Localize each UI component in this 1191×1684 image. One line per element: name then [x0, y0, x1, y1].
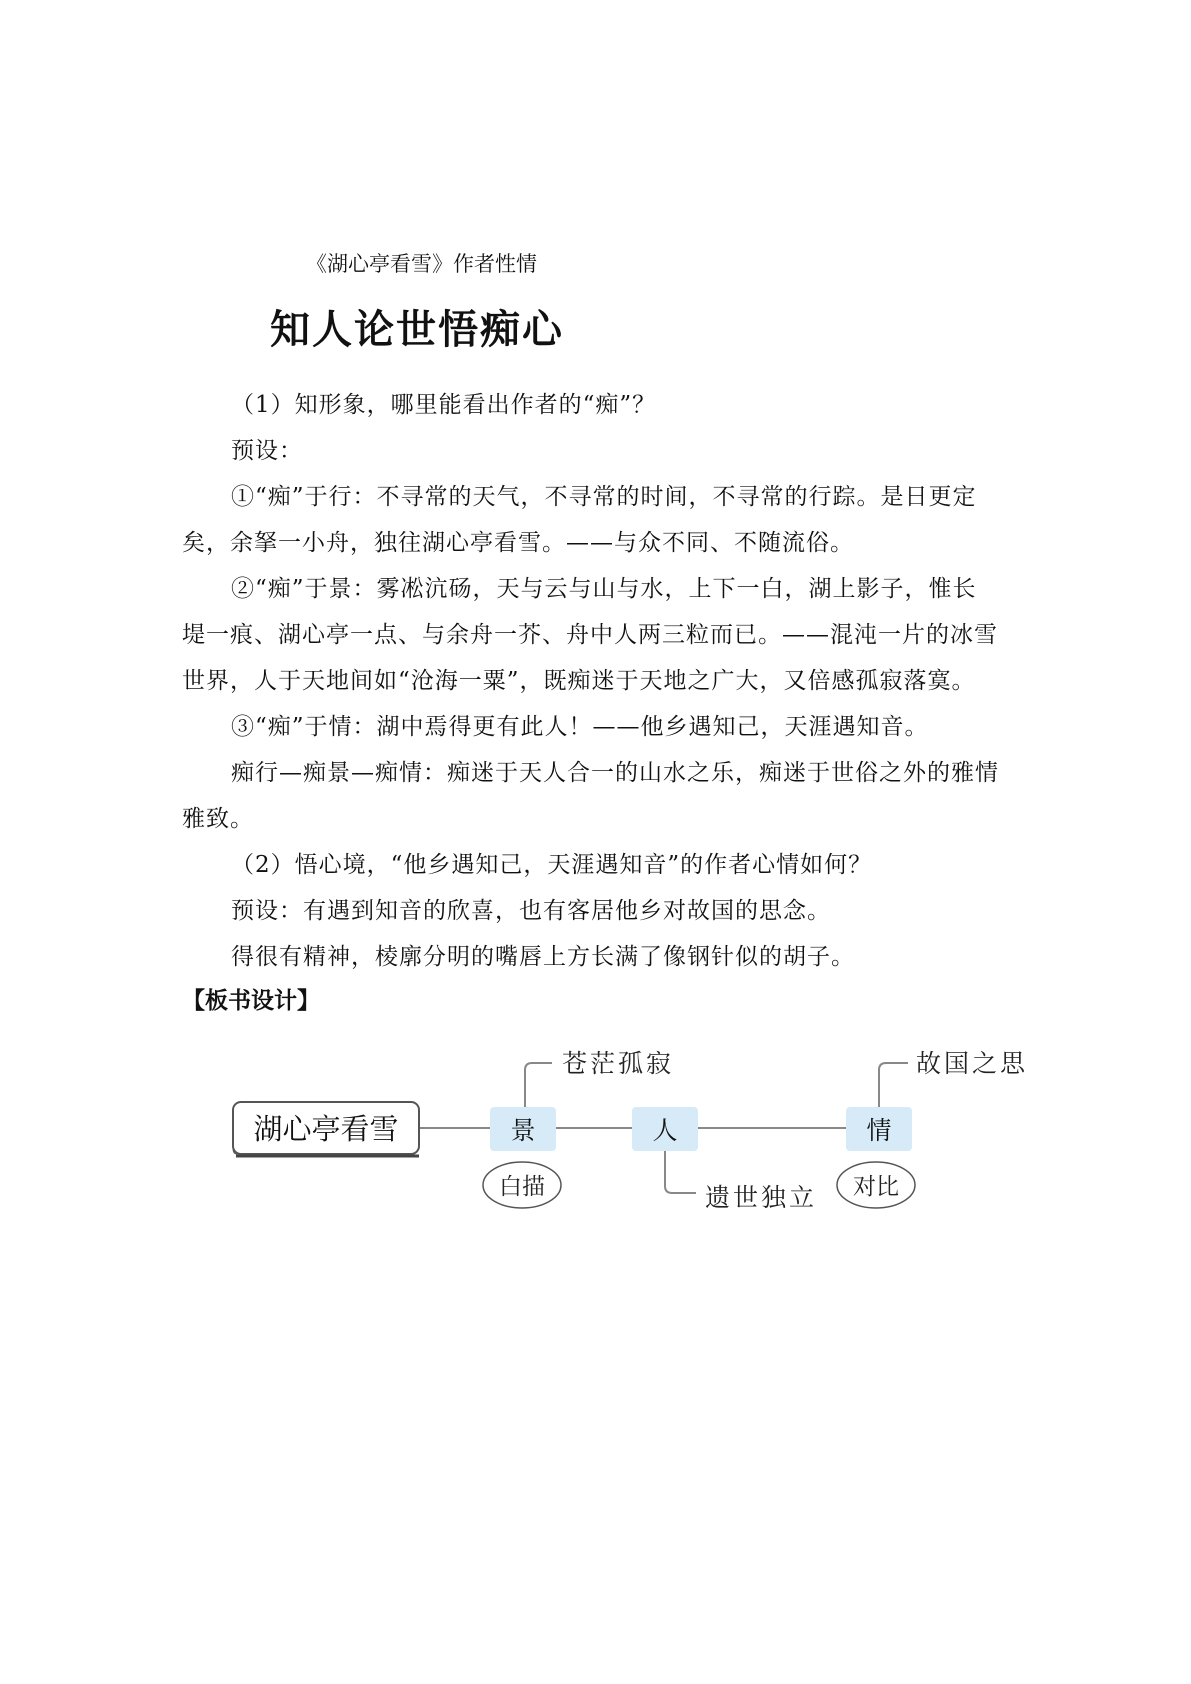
preset-2: 预设：有遇到知音的欣喜，也有客居他乡对故国的思念。 [231, 898, 831, 924]
emotion-label: 故国之思 [916, 1049, 1029, 1078]
emotion-node-label: 情 [866, 1116, 892, 1145]
summary-line-1: 痴行—痴景—痴情：痴迷于天人合一的山水之乐，痴迷于世俗之外的雅情 [231, 760, 999, 786]
extra-line: 得很有精神，棱廓分明的嘴唇上方长满了像钢针似的胡子。 [231, 944, 855, 970]
paragraph-1-line-2: 矣，余拏一小舟，独往湖心亭看雪。——与众不同、不随流俗。 [182, 530, 854, 556]
person-node-label: 人 [652, 1116, 678, 1145]
board-design-heading: 【板书设计】 [182, 987, 320, 1014]
subtitle: 《湖心亭看雪》作者性情 [306, 252, 537, 276]
scene-node-label: 景 [510, 1116, 536, 1145]
preset-label: 预设： [231, 438, 303, 464]
paragraph-3: ③“痴”于情：湖中焉得更有此人！——他乡遇知己，天涯遇知音。 [231, 714, 929, 740]
emotion-connector [879, 1063, 908, 1107]
paragraph-2-line-1: ②“痴”于景：雾凇沆砀，天与云与山与水，上下一白，湖上影子，惟长 [231, 576, 977, 602]
paragraph-1-line-1: ①“痴”于行：不寻常的天气，不寻常的时间，不寻常的行踪。是日更定 [231, 484, 977, 510]
scene-connector [525, 1063, 552, 1107]
question-2: （2）悟心境，“他乡遇知己，天涯遇知音”的作者心情如何？ [231, 852, 873, 878]
scene-label: 苍茫孤寂 [562, 1049, 675, 1078]
page-title: 知人论世悟痴心 [270, 307, 564, 353]
person-connector [665, 1151, 696, 1193]
main-node-label: 湖心亭看雪 [253, 1112, 399, 1146]
oval-left-label: 白描 [499, 1174, 545, 1200]
person-label: 遗世独立 [705, 1183, 818, 1212]
question-1: （1）知形象，哪里能看出作者的“痴”？ [231, 392, 657, 418]
oval-right-label: 对比 [853, 1174, 899, 1200]
summary-line-2: 雅致。 [182, 806, 254, 832]
paragraph-2-line-2: 堤一痕、湖心亭一点、与余舟一芥、舟中人两三粒而已。——混沌一片的冰雪 [182, 622, 998, 648]
paragraph-2-line-3: 世界，人于天地间如“沧海一粟”，既痴迷于天地之广大，又倍感孤寂落寞。 [182, 668, 976, 694]
